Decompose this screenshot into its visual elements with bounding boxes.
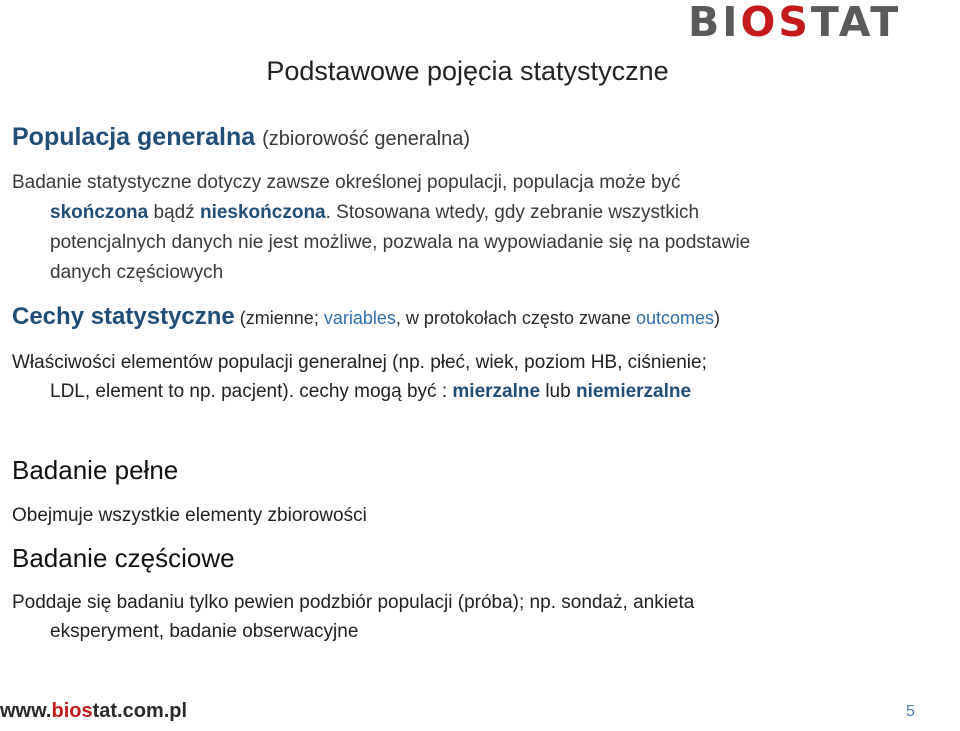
heading-badanie-czesciowe: Badanie częściowe bbox=[12, 543, 235, 573]
conj-badz: bądź bbox=[148, 202, 200, 223]
footer-url-pre: www. bbox=[0, 700, 52, 722]
czesciowe-line1: Poddaje się badaniu tylko pewien podzbiór populacji (próba); np. sondaż, ankieta bbox=[12, 592, 695, 613]
heading-badanie-pelne: Badanie pełne bbox=[12, 455, 179, 485]
footer-url-highlight: bios bbox=[51, 700, 93, 722]
logo-part1: BI bbox=[688, 0, 741, 46]
bold-mierzalne: mierzalne bbox=[452, 381, 541, 402]
page-number: 5 bbox=[906, 703, 915, 720]
footer-url bbox=[0, 700, 187, 723]
cechy-paragraph bbox=[12, 348, 932, 406]
logo-part3: TAT bbox=[810, 0, 902, 46]
heading-cechy-sub bbox=[235, 308, 720, 328]
keyword-outcomes: outcomes bbox=[636, 308, 715, 328]
cechy-sub-open: (zmienne; bbox=[234, 308, 324, 328]
heading-populacja bbox=[12, 123, 470, 152]
bold-niemierzalne: niemierzalne bbox=[575, 381, 692, 402]
logo-part2: OS bbox=[740, 0, 811, 46]
bold-nieskonczona: nieskończona bbox=[199, 202, 326, 223]
populacja-line1: Badanie statystyczne dotyczy zawsze określonej populacji, populacja może być bbox=[12, 172, 681, 193]
cechy-sub-mid: , w protokołach często zwane bbox=[395, 308, 636, 328]
cechy-line2-text: LDL, element to np. pacjent). cechy mogą być : bbox=[50, 381, 453, 402]
populacja-line4: danych częściowych bbox=[50, 262, 224, 283]
heading-populacja-text: Populacja generalna bbox=[12, 123, 256, 151]
pelne-text: Obejmuje wszystkie elementy zbiorowości bbox=[12, 505, 367, 526]
heading-cechy bbox=[12, 303, 720, 331]
czesciowe-paragraph bbox=[12, 588, 932, 646]
slide-title: Podstawowe pojęcia statystyczne bbox=[266, 56, 669, 86]
keyword-variables: variables bbox=[323, 308, 396, 328]
bold-skonczona: skończona bbox=[50, 202, 149, 223]
populacja-line3: potencjalnych danych nie jest możliwe, pozwala na wypowiadanie się na podstawie bbox=[50, 232, 751, 253]
cechy-line1: Właściwości elementów populacji generalnej (np. płeć, wiek, poziom HB, ciśnienie; bbox=[12, 352, 707, 373]
populacja-line2-rest: . Stosowana wtedy, gdy zebranie wszystkich bbox=[325, 202, 700, 223]
conj-lub: lub bbox=[540, 381, 576, 402]
biostat-logo bbox=[688, 0, 956, 46]
populacja-line2 bbox=[12, 198, 912, 228]
footer-url-post: tat.com.pl bbox=[92, 700, 188, 722]
heading-cechy-text: Cechy statystyczne bbox=[12, 303, 235, 330]
populacja-paragraph bbox=[12, 168, 912, 288]
czesciowe-line2: eksperyment, badanie obserwacyjne bbox=[50, 621, 359, 642]
cechy-line2 bbox=[12, 377, 932, 406]
cechy-sub-close: ) bbox=[714, 308, 721, 328]
heading-populacja-sub: (zbiorowość generalna) bbox=[262, 128, 470, 150]
